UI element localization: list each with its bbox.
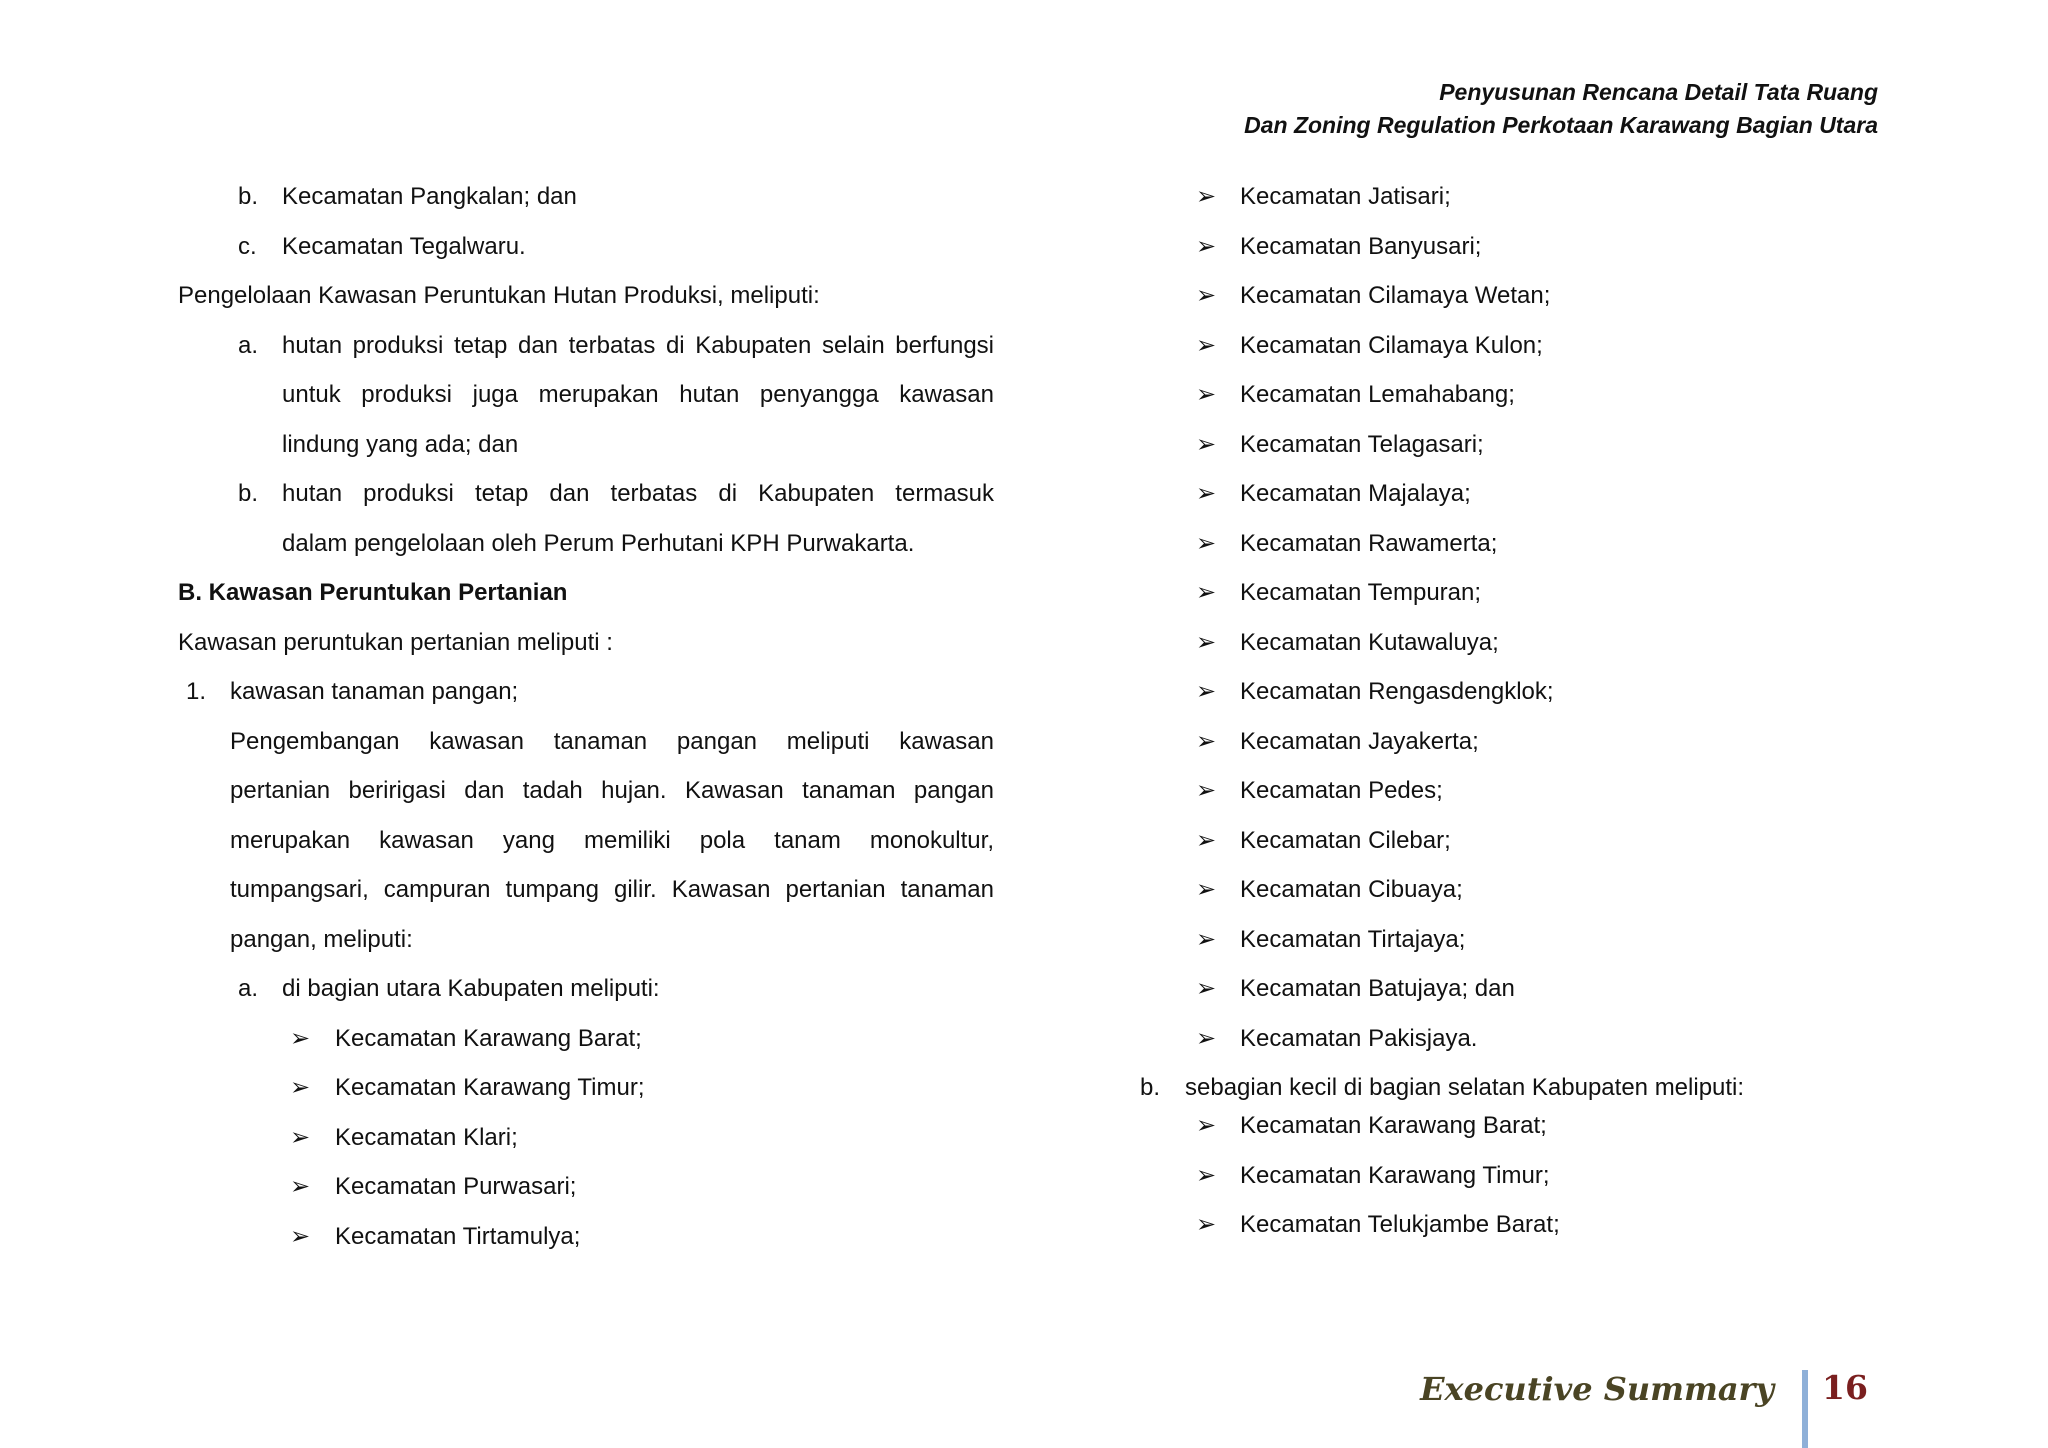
arrow-bullet-icon: ➢: [1196, 1024, 1217, 1052]
bullet-item-text: Kecamatan Tirtamulya;: [335, 1222, 581, 1250]
list-item-text: lindung yang ada; dan: [282, 430, 519, 458]
arrow-bullet-icon: ➢: [1196, 381, 1217, 408]
numbered-item-text: kawasan tanaman pangan;: [230, 678, 519, 705]
bullet-item: [1140, 766, 1900, 816]
paragraph-line: [178, 915, 994, 965]
list-item: [178, 964, 994, 1014]
bullet-item: [1140, 370, 1900, 420]
list-item-text: hutan produksi tetap dan terbatas di Kabupaten selain berfungsi: [282, 331, 994, 359]
bullet-item: [1140, 321, 1900, 371]
list-item-continuation: [178, 370, 994, 420]
arrow-bullet-icon: ➢: [1196, 1161, 1217, 1189]
bullet-item-text: Kecamatan Telukjambe Barat;: [1240, 1211, 1560, 1238]
bullet-item: [1140, 222, 1900, 272]
arrow-bullet-icon: ➢: [290, 1074, 311, 1101]
list-item-text: Kecamatan Pangkalan; dan: [282, 183, 577, 210]
list-item-text: dalam pengelolaan oleh Perum Perhutani KPH Purwakarta.: [282, 529, 915, 557]
bullet-item: [178, 1014, 994, 1064]
bullet-item-text: Kecamatan Purwasari;: [335, 1173, 577, 1200]
bullet-item: [1140, 172, 1900, 222]
arrow-bullet-icon: ➢: [290, 1173, 311, 1200]
left-column: [178, 172, 994, 1261]
list-marker: b.: [1140, 1074, 1161, 1101]
section-heading: B. Kawasan Peruntukan Pertanian: [178, 579, 568, 606]
bullet-item: [1140, 618, 1900, 668]
bullet-item: [1140, 420, 1900, 470]
bullet-item: [1140, 667, 1900, 717]
pertanian-intro: Kawasan peruntukan pertanian meliputi :: [178, 628, 613, 656]
bullet-item-text: Kecamatan Cibuaya;: [1240, 876, 1463, 903]
bullet-item: [1140, 1200, 1900, 1250]
bullet-item: [1140, 717, 1900, 767]
arrow-bullet-icon: ➢: [290, 1024, 311, 1052]
paragraph-line: [178, 816, 994, 866]
numbered-item: [178, 667, 994, 717]
bullet-item: [1140, 519, 1900, 569]
list-item-text: hutan produksi tetap dan terbatas di Kabupaten termasuk: [282, 480, 994, 507]
list-marker: b.: [238, 183, 259, 210]
bullet-item-text: Kecamatan Rawamerta;: [1240, 529, 1498, 557]
list-item: [1140, 1063, 1900, 1101]
bullet-item: [1140, 469, 1900, 519]
list-item: [178, 321, 994, 371]
arrow-bullet-icon: ➢: [1196, 579, 1217, 606]
bullet-item: [1140, 271, 1900, 321]
arrow-bullet-icon: ➢: [1196, 876, 1217, 903]
paragraph-text: tumpangsari, campuran tumpang gilir. Kawasan pertanian tanaman: [230, 876, 994, 903]
arrow-bullet-icon: ➢: [290, 1222, 311, 1250]
bullet-item: [1140, 1014, 1900, 1064]
footer-label: Executive Summary: [1420, 1370, 1774, 1408]
bullet-item-text: Kecamatan Pedes;: [1240, 777, 1443, 804]
list-item-text: untuk produksi juga merupakan hutan penyangga kawasan: [282, 381, 994, 408]
bullet-item-text: Kecamatan Banyusari;: [1240, 232, 1482, 260]
paragraph-text: pangan, meliputi:: [230, 925, 413, 953]
bullet-item: [178, 1063, 994, 1113]
number-marker: 1.: [186, 678, 207, 705]
bullet-item-text: Kecamatan Tirtajaya;: [1240, 925, 1466, 953]
bullet-item-text: Kecamatan Cilebar;: [1240, 826, 1451, 854]
bullet-item-text: Kecamatan Cilamaya Kulon;: [1240, 331, 1543, 359]
running-header: [1244, 76, 1878, 142]
paragraph-text: pertanian beririgasi dan tadah hujan. Kawasan tanaman pangan: [230, 777, 994, 804]
bullet-item-text: Kecamatan Lemahabang;: [1240, 381, 1515, 408]
arrow-bullet-icon: ➢: [1196, 183, 1217, 210]
bullet-item-text: Kecamatan Telagasari;: [1240, 430, 1484, 458]
header-line-1: Penyusunan Rencana Detail Tata Ruang: [1439, 79, 1878, 105]
bullet-item-text: Kecamatan Jatisari;: [1240, 183, 1451, 210]
list-item-text: di bagian utara Kabupaten meliputi:: [282, 975, 660, 1002]
bullet-item-text: Kecamatan Tempuran;: [1240, 579, 1482, 606]
arrow-bullet-icon: ➢: [1196, 430, 1217, 458]
footer-divider: [1802, 1370, 1808, 1448]
list-marker: b.: [238, 480, 259, 507]
arrow-bullet-icon: ➢: [1196, 975, 1217, 1002]
list-marker: c.: [238, 232, 257, 260]
list-item-text: sebagian kecil di bagian selatan Kabupaten meliputi:: [1185, 1074, 1745, 1101]
bullet-item-text: Kecamatan Karawang Barat;: [1240, 1112, 1547, 1139]
list-item-continuation: [178, 519, 994, 569]
bullet-item-text: Kecamatan Cilamaya Wetan;: [1240, 282, 1551, 309]
header-line-2: Dan Zoning Regulation Perkotaan Karawang Bagian Utara: [1244, 112, 1878, 138]
list-item-continuation: [178, 420, 994, 470]
arrow-bullet-icon: ➢: [1196, 1112, 1217, 1139]
list-item-text: Kecamatan Tegalwaru.: [282, 232, 526, 260]
bullet-item-text: Kecamatan Batujaya; dan: [1240, 975, 1515, 1002]
arrow-bullet-icon: ➢: [290, 1123, 311, 1151]
page-number: 16: [1822, 1368, 1868, 1407]
bullet-item: [1140, 1101, 1900, 1151]
bullet-item: [1140, 568, 1900, 618]
list-item: [178, 172, 994, 222]
right-column: [1140, 172, 1900, 1250]
arrow-bullet-icon: ➢: [1196, 925, 1217, 953]
bullet-item-text: Kecamatan Majalaya;: [1240, 480, 1471, 507]
bullet-item-text: Kecamatan Karawang Timur;: [335, 1074, 645, 1101]
paragraph-text: Pengembangan kawasan tanaman pangan meliputi kawasan: [230, 727, 994, 755]
bullet-item-text: Kecamatan Pakisjaya.: [1240, 1024, 1478, 1052]
arrow-bullet-icon: ➢: [1196, 678, 1217, 705]
paragraph-line: [178, 717, 994, 767]
arrow-bullet-icon: ➢: [1196, 1211, 1217, 1238]
bullet-item: [178, 1212, 994, 1262]
bullet-item-text: Kecamatan Karawang Barat;: [335, 1024, 642, 1052]
arrow-bullet-icon: ➢: [1196, 777, 1217, 804]
paragraph-line: [178, 766, 994, 816]
bullet-item: [178, 1162, 994, 1212]
bullet-item: [1140, 964, 1900, 1014]
bullet-item: [1140, 915, 1900, 965]
paragraph-text: merupakan kawasan yang memiliki pola tanam monokultur,: [230, 826, 994, 854]
bullet-item-text: Kecamatan Jayakerta;: [1240, 727, 1479, 755]
list-item: [178, 469, 994, 519]
bullet-item-text: Kecamatan Klari;: [335, 1123, 518, 1151]
arrow-bullet-icon: ➢: [1196, 282, 1217, 309]
arrow-bullet-icon: ➢: [1196, 826, 1217, 854]
hutan-intro: Pengelolaan Kawasan Peruntukan Hutan Produksi, meliputi:: [178, 282, 820, 309]
list-marker: a.: [238, 331, 259, 359]
bullet-item: [178, 1113, 994, 1163]
paragraph-line: [178, 865, 994, 915]
list-item: [178, 222, 994, 272]
bullet-item: [1140, 1151, 1900, 1201]
bullet-item-text: Kecamatan Rengasdengklok;: [1240, 678, 1554, 705]
bullet-item-text: Kecamatan Kutawaluya;: [1240, 628, 1499, 656]
list-marker: a.: [238, 975, 259, 1002]
arrow-bullet-icon: ➢: [1196, 529, 1217, 557]
bullet-item: [1140, 816, 1900, 866]
bullet-item-text: Kecamatan Karawang Timur;: [1240, 1161, 1550, 1189]
arrow-bullet-icon: ➢: [1196, 480, 1217, 507]
bullet-item: [1140, 865, 1900, 915]
arrow-bullet-icon: ➢: [1196, 331, 1217, 359]
arrow-bullet-icon: ➢: [1196, 628, 1217, 656]
arrow-bullet-icon: ➢: [1196, 232, 1217, 260]
arrow-bullet-icon: ➢: [1196, 727, 1217, 755]
